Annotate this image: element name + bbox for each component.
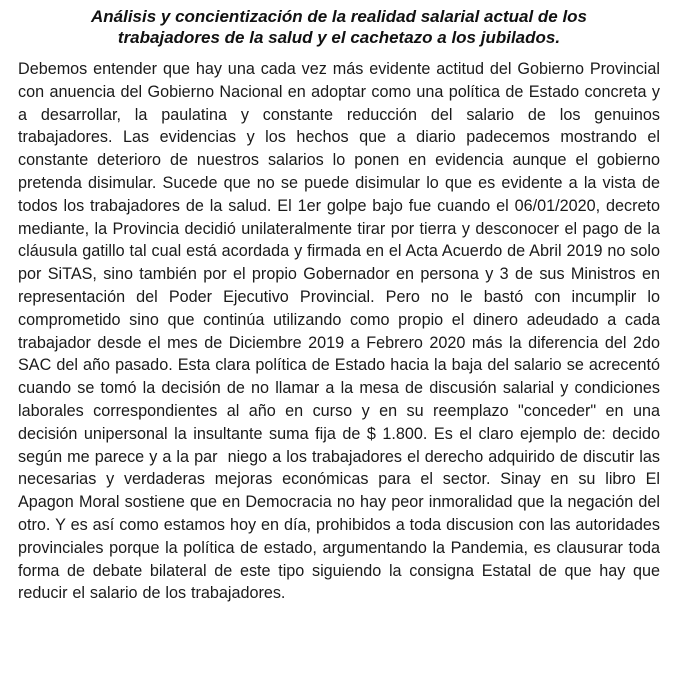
document-title-line-2: trabajadores de la salud y el cachetazo a los jubilados.: [117, 28, 561, 47]
document-title: [18, 6, 660, 48]
document-body-paragraph: Debemos entender que hay una cada vez más evidente actitud del Gobierno Provincial con anuencia del Gobierno Nacional en adoptar como una política de Estado concreta y a desarrollar, la paulatina y constante reducción del salario de los genuinos trabajadores. Las evidencias y los hechos que a diario padecemos mostrando el constante deterioro de nuestros salarios lo ponen en evidencia aunque el gobierno pretenda disimular. Sucede que no se puede disimular lo que es evidente a la vista de todos los trabajadores de la salud. El 1er golpe bajo fue cuando el 06/01/2020, decreto mediante, la Provincia decidió unilateralmente tirar por tierra y desconocer el pago de la cláusula gatillo tal cual está acordada y firmada en el Acta Acuerdo de Abril 2019 no solo por SiTAS, sino también por el propio Gobernador en persona y 3 de sus Ministros en representación del Poder Ejecutivo Provincial. Pero no le bastó con incumplir lo comprometido sino que continúa utilizando como propio el dinero adeudado a cada trabajador desde el mes de Diciembre 2019 a Febrero 2020 más la diferencia del 2do SAC del año pasado. Esta clara política de Estado hacia la baja del salario se acrecentó cuando se tomó la decisión de no llamar a la mesa de discusión salarial y condiciones laborales correspondientes al año en curso y en su reemplazo "conceder" en una decisión unipersonal la insultante suma fija de $ 1.800. Es el claro ejemplo de: decido según me parece y a la par niego a los trabajadores el derecho adquirido de discutir las necesarias y verdaderas mejoras económicas para el sector. Sinay en su libro El Apagon Moral sostiene que en Democracia no hay peor inmoralidad que la negación del otro. Y es así como estamos hoy en día, prohibidos a toda discusion con las autoridades provinciales porque la política de estado, argumentando la Pandemia, es clausurar toda forma de debate bilateral de este tipo siguiendo la consigna Estatal de que hay que reducir el salario de los trabajadores.: [18, 60, 665, 603]
document-title-line-1: Análisis y concientización de la realidad salarial actual de los: [90, 7, 588, 26]
